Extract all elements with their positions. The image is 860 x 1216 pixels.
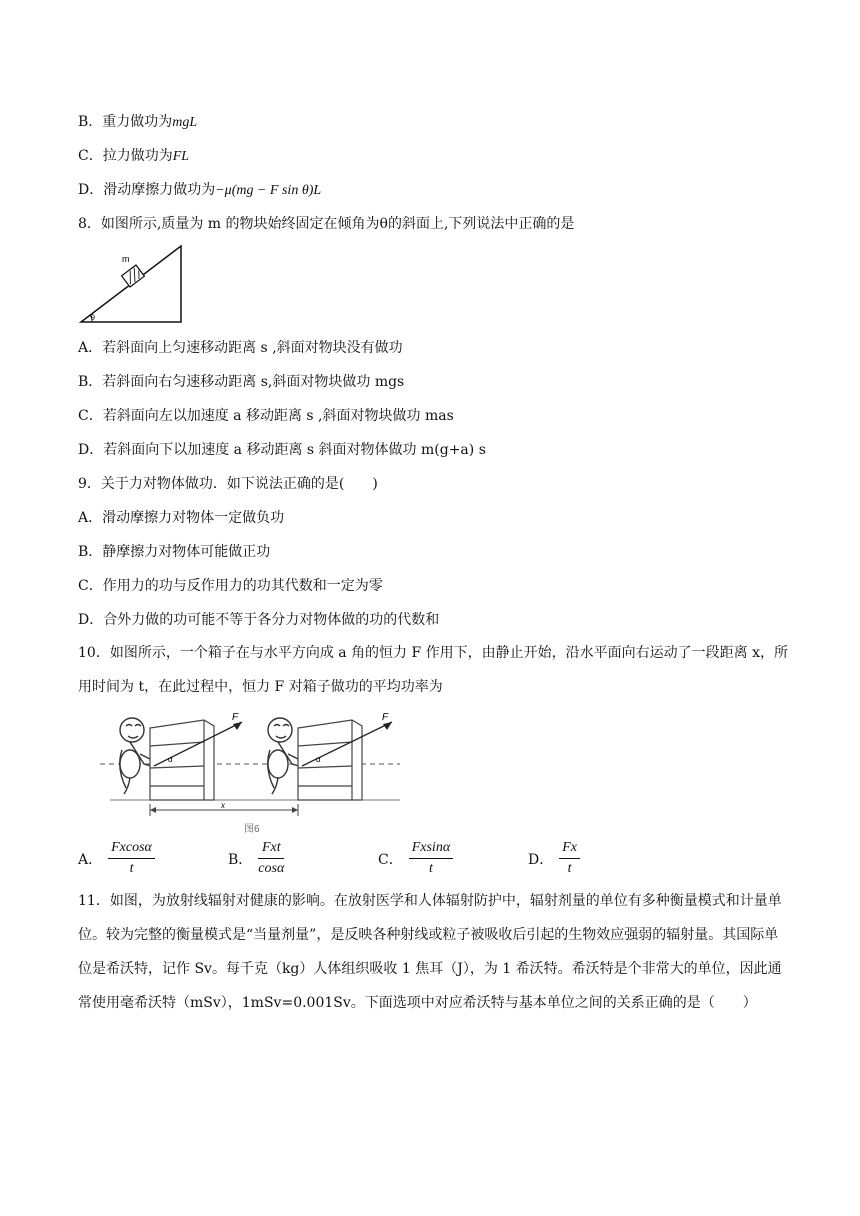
- q7-option-b: B．重力做功为mgL: [78, 114, 198, 130]
- figure-caption: 图6: [244, 824, 260, 835]
- q8-option-d: D．若斜面向下以加速度 a 移动距离 s 斜面对物体做功 m(g+a) s: [78, 442, 486, 458]
- angle-label-2: α: [316, 755, 321, 764]
- incline-angle-label: θ: [91, 315, 95, 322]
- q10-option-c: C． $\frac{Fxsin\alpha}{t}$: [378, 840, 453, 877]
- q9-option-c: C．作用力的功与反作用力的功其代数和一定为零: [78, 578, 383, 594]
- q11-stem: 11．如图，为放射线辐射对健康的影响。在放射医学和人体辐射防护中，辐射剂量的单位有多种衡量模式和计量单位。较为完整的衡量模式是“当量剂量”，是反映各种射线或粒子被吸收后引起的生物效应强弱的辐射量。其国际单位是希沃特，记作 Sv。每千克（kg）人体组织吸收 1 焦耳（J），为 1 希沃特。希沃特是个非常大的单位，因此通常使用毫希沃特（mSv），1mSv=0.001Sv。下面选项中对应希沃特与基本单位之间的关系正确的是（ ）: [78, 893, 782, 1011]
- q10-option-d: D． $\frac{Fx}{t}$: [528, 840, 580, 877]
- q8-stem: 8．如图所示,质量为 m 的物块始终固定在倾角为θ的斜面上,下列说法中正确的是: [78, 216, 575, 232]
- q9-option-b: B．静摩擦力对物体可能做正功: [78, 544, 271, 560]
- q10-option-b: B． $\frac{\text{Fxt}}{\cos\alpha}$: [228, 840, 285, 876]
- q8-option-b: B．若斜面向右匀速移动距离 s,斜面对物块做功 mgs: [78, 374, 405, 390]
- incline-figure: [78, 242, 188, 326]
- incline-mass-label: m: [122, 254, 130, 264]
- q7-option-d-expr: −μ(mg − F sin θ)L: [215, 183, 322, 198]
- q7-option-c-expr: FL: [172, 149, 190, 164]
- q7-option-b-expr: mgL: [172, 115, 198, 130]
- q10-option-a: A． $\frac{Fxcos\alpha}{t}$: [78, 840, 155, 877]
- q9-option-a: A．滑动摩擦力对物体一定做负功: [78, 510, 285, 526]
- q9-stem: 9．关于力对物体做功．如下说法正确的是( ): [78, 476, 378, 492]
- q7-option-c: C．拉力做功为FL: [78, 148, 190, 164]
- q8-option-c: C．若斜面向左以加速度 a 移动距离 s ,斜面对物块做功 mas: [78, 408, 454, 424]
- q9-option-d: D．合外力做的功可能不等于各分力对物体做的功的代数和: [78, 612, 440, 628]
- angle-label-1: α: [168, 755, 173, 764]
- force-label-2: F: [382, 712, 389, 723]
- q7-option-d: D．滑动摩擦力做功为−μ(mg − F sin θ)L: [78, 182, 322, 198]
- distance-label: x: [221, 801, 225, 810]
- q8-option-a: A．若斜面向上匀速移动距离 s ,斜面对物块没有做功: [78, 340, 403, 356]
- force-label-1: F: [232, 712, 239, 723]
- box-pushing-figure: [100, 706, 410, 838]
- q10-stem: 10．如图所示，一个箱子在与水平方向成 a 角的恒力 F 作用下，由静止开始，沿水平面向右运动了一段距离 x，所用时间为 t，在此过程中，恒力 F 对箱子做功的平均功率为: [78, 645, 789, 695]
